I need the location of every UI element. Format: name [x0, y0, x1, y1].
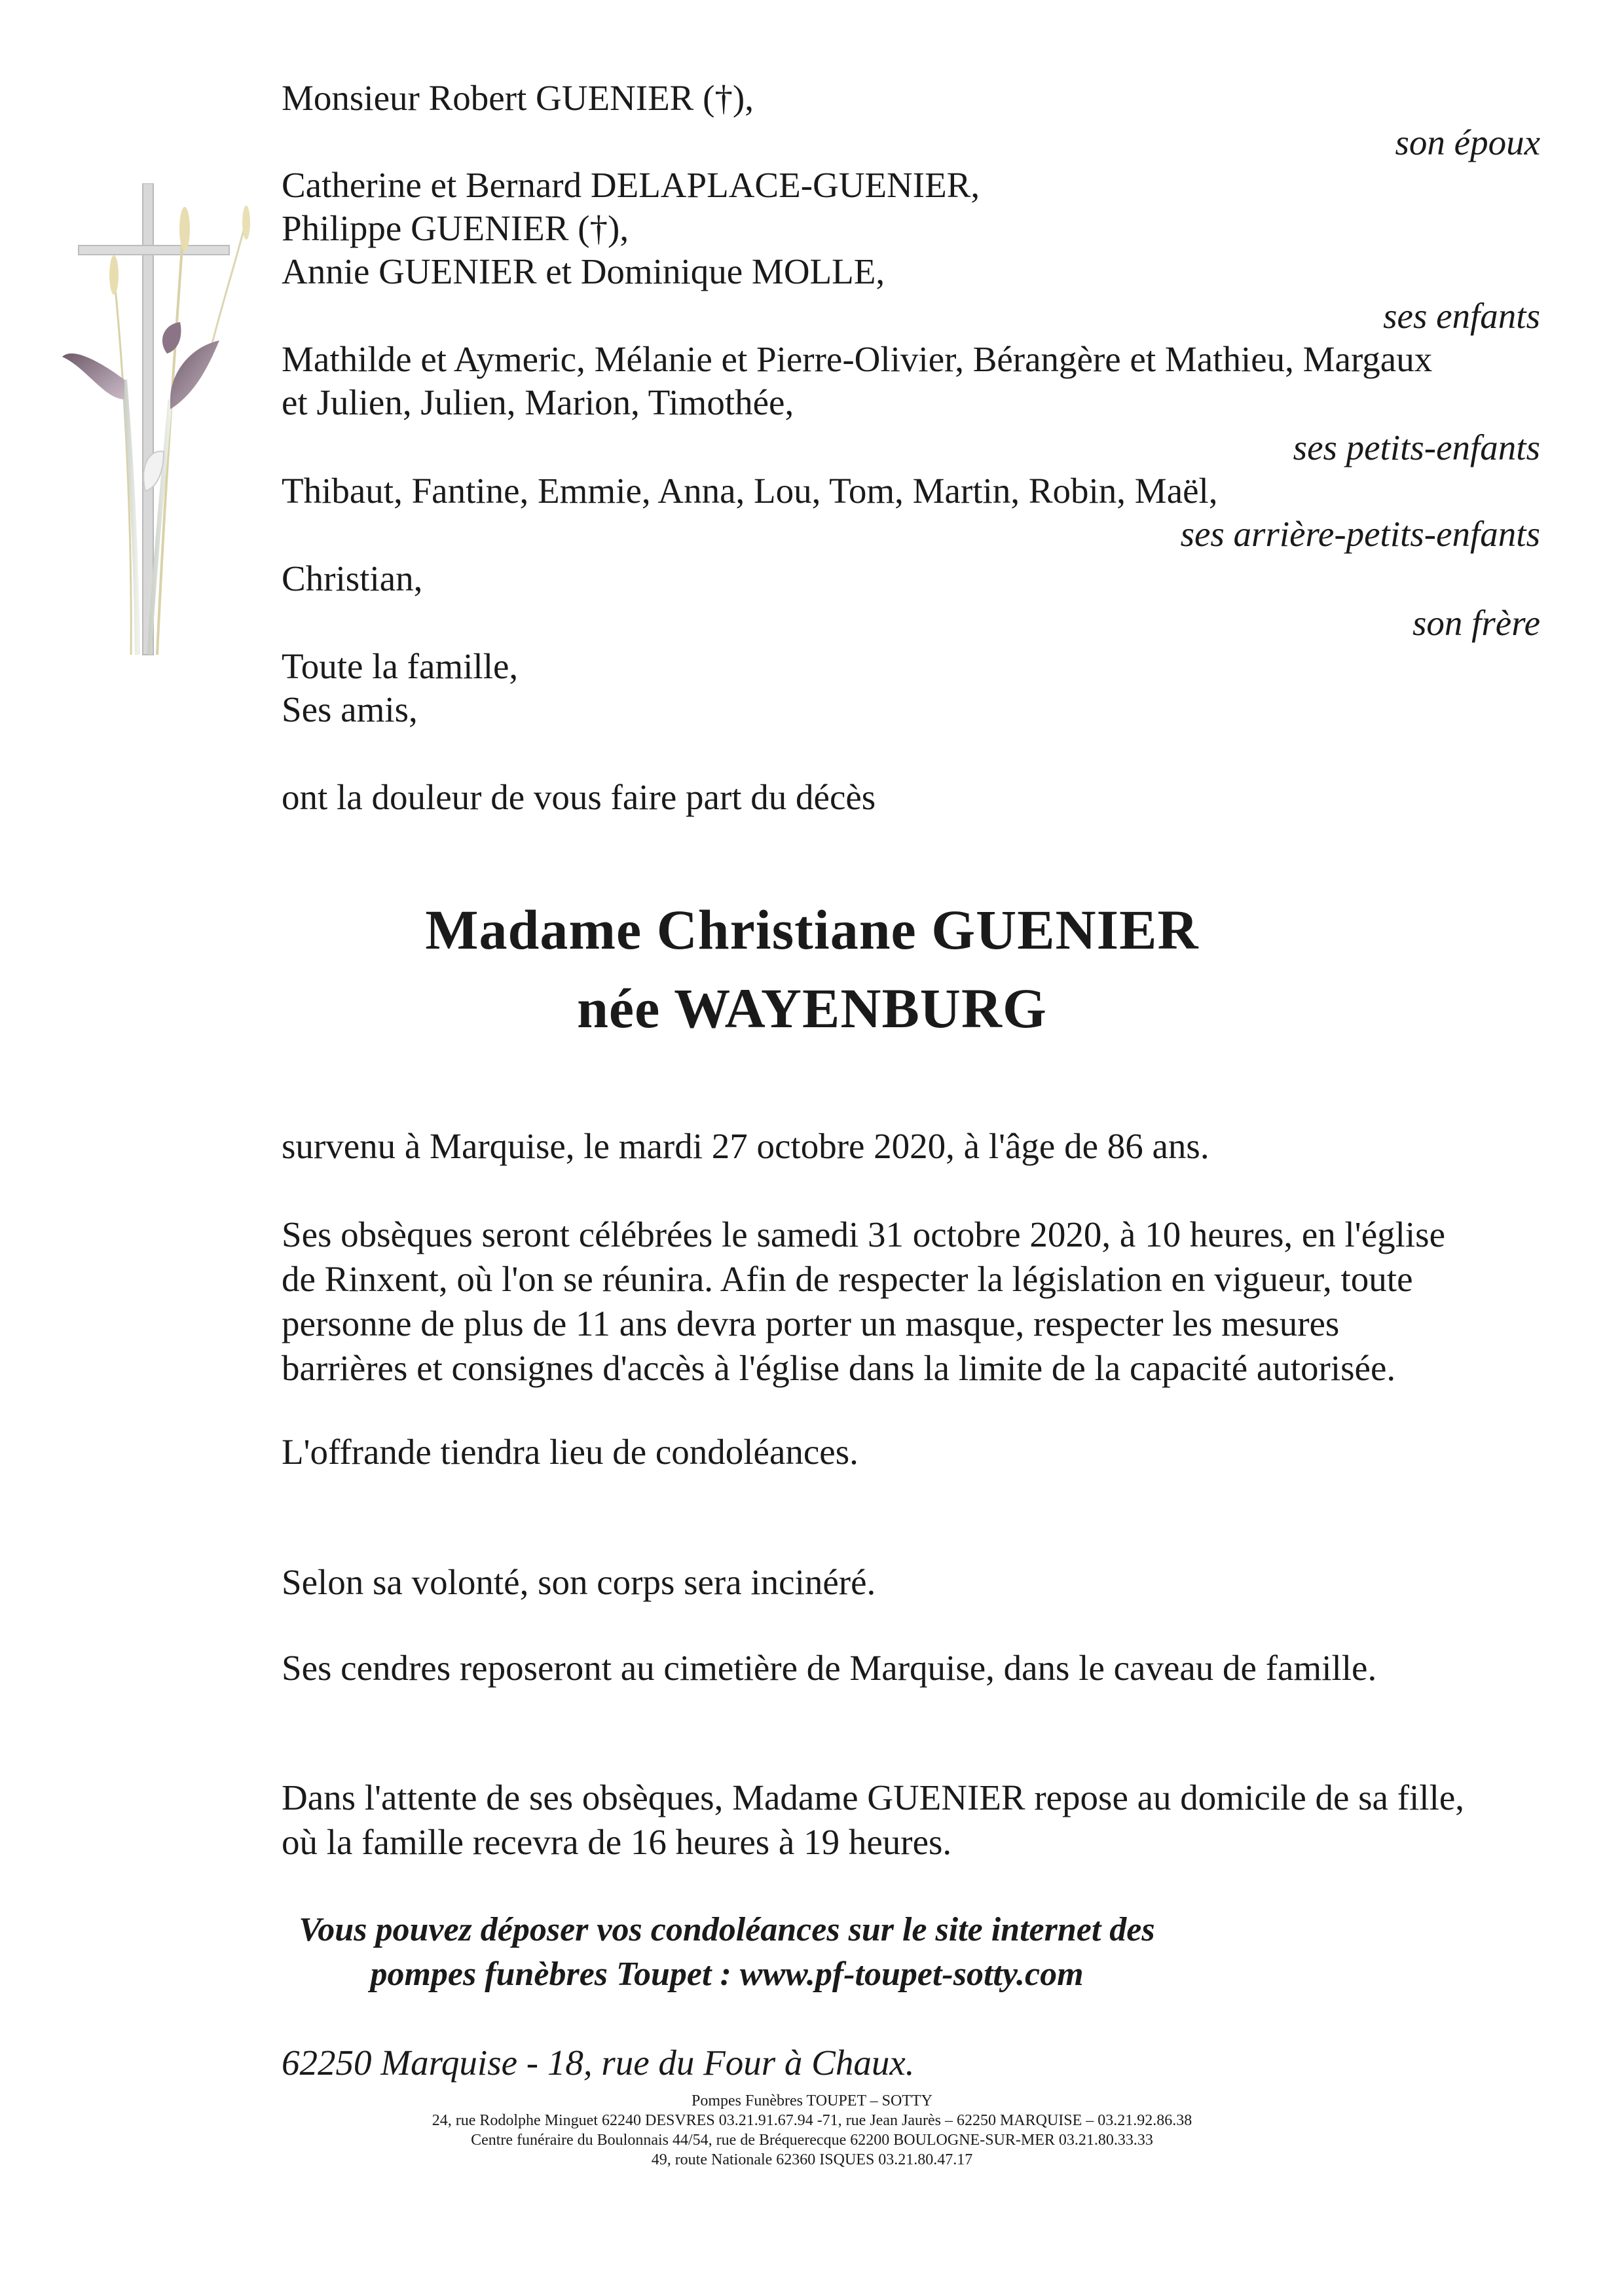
cremation-text: Selon sa volonté, son corps sera incinéré. [282, 1562, 876, 1602]
funeral-paragraph [282, 1212, 1552, 1391]
family-grandchildren-line: Mathilde et Aymeric, Mélanie et Pierre-Olivier, Bérangère et Mathieu, Margaux [282, 339, 1433, 379]
funeral-line: Ses obsèques seront célébrées le samedi 31 octobre 2020, à 10 heures, en l'église [282, 1214, 1445, 1254]
footer-line: Pompes Funèbres TOUPET – SOTTY [691, 2092, 932, 2109]
footer-line: 24, rue Rodolphe Minguet 62240 DESVRES 03.21.91.67.94 -71, rue Jean Jaurès – 62250 MARQUISE – 03.21.92.86.38 [432, 2112, 1192, 2129]
family-spouse-line: Monsieur Robert GUENIER (†), [282, 78, 754, 118]
death-notice: survenu à Marquise, le mardi 27 octobre 2020, à l'âge de 86 ans. [282, 1126, 1209, 1166]
relation-grandchildren: ses petits-enfants [1293, 428, 1540, 467]
address: 62250 Marquise - 18, rue du Four à Chaux. [282, 2043, 915, 2083]
relation-spouse: son époux [1395, 122, 1540, 162]
relation-brother: son frère [1412, 603, 1540, 643]
family-children-line: Catherine et Bernard DELAPLACE-GUENIER, [282, 165, 980, 205]
relation-children: ses enfants [1383, 296, 1540, 336]
visitation-line: Dans l'attente de ses obsèques, Madame GUENIER repose au domicile de sa fille, [282, 1777, 1465, 1817]
family-grandchildren-line: et Julien, Julien, Marion, Timothée, [282, 382, 794, 422]
offering-text: L'offrande tiendra lieu de condoléances. [282, 1432, 858, 1472]
others-line: Toute la famille, [282, 646, 519, 686]
footer-line: Centre funéraire du Boulonnais 44/54, rue de Bréquerecque 62200 BOULOGNE-SUR-MER 03.21.80.33.33 [471, 2132, 1153, 2149]
visitation-paragraph [282, 1776, 1552, 1865]
visitation-line: où la famille recevra de 16 heures à 19 heures. [282, 1822, 952, 1862]
deceased-birth-name: née WAYENBURG [577, 977, 1047, 1040]
announcement: ont la douleur de vous faire part du décès [282, 777, 876, 817]
others-line: Ses amis, [282, 689, 418, 729]
ashes-text: Ses cendres reposeront au cimetière de Marquise, dans le caveau de famille. [282, 1648, 1377, 1688]
family-children-line: Philippe GUENIER (†), [282, 208, 629, 248]
family-children-line: Annie GUENIER et Dominique MOLLE, [282, 251, 885, 291]
family-great-grandchildren-line: Thibaut, Fantine, Emmie, Anna, Lou, Tom, Martin, Robin, Maël, [282, 471, 1218, 511]
condolences-line: Vous pouvez déposer vos condoléances sur le site internet des [299, 1911, 1155, 1948]
condolences-line: pompes funèbres Toupet : www.pf-toupet-sotty.com [370, 1956, 1084, 1993]
footer-line: 49, route Nationale 62360 ISQUES 03.21.80.47.17 [651, 2151, 973, 2168]
cross-lily-icon [59, 183, 255, 681]
funeral-line: de Rinxent, où l'on se réunira. Afin de respecter la législation en vigueur, toute [282, 1259, 1413, 1299]
funeral-home-footer [0, 2091, 1624, 2170]
deceased-name: Madame Christiane GUENIER [425, 898, 1199, 961]
funeral-line: personne de plus de 11 ans devra porter un masque, respecter les mesures [282, 1303, 1340, 1343]
funeral-line: barrières et consignes d'accès à l'église dans la limite de la capacité autorisée. [282, 1348, 1396, 1388]
relation-great-grandchildren: ses arrière-petits-enfants [1180, 514, 1540, 554]
family-brother-line: Christian, [282, 558, 423, 598]
